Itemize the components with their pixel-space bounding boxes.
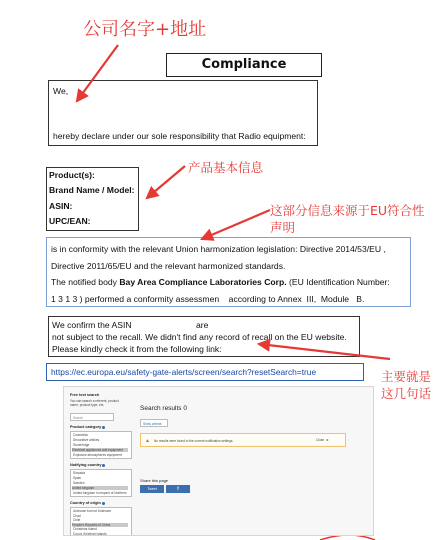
arrow-product — [147, 166, 185, 198]
origin-option[interactable]: Chad — [73, 513, 81, 518]
info-icon — [102, 502, 105, 505]
close-label: Close — [316, 438, 325, 442]
search-placeholder: Search — [73, 416, 84, 420]
conformity-line4: 1 3 1 3 ) performed a conformity assessmen according to Annex III, Module B. — [51, 294, 365, 304]
origin-option[interactable]: Christmas Island — [73, 527, 97, 531]
notifying-country-label — [70, 463, 105, 467]
twitter-icon: Tweet — [147, 487, 157, 491]
close-icon: ⊗ — [326, 438, 329, 442]
conformity-box — [46, 237, 411, 307]
product-option[interactable]: Decorative articles — [73, 438, 100, 442]
notifying-country-text: Notifying country — [70, 463, 102, 467]
brand-model-field: Brand Name / Model: — [49, 185, 135, 195]
country-option[interactable]: United kingdom in respect of Northern — [73, 491, 127, 495]
product-box — [46, 167, 139, 231]
company-box — [48, 80, 318, 146]
country-option[interactable]: Slovakia — [73, 471, 86, 475]
main-annotation-line1: 主要就是 — [381, 369, 432, 384]
country-option[interactable]: Spain — [73, 476, 82, 480]
product-category-list[interactable] — [70, 431, 132, 459]
country-of-origin-text: Country of origin — [70, 501, 101, 505]
origin-option[interactable]: Unknown but not Unknown — [73, 509, 112, 513]
link-box — [46, 363, 364, 381]
country-option[interactable]: Sweden — [73, 481, 85, 485]
share-label: Share this page — [140, 478, 169, 483]
recall-line2: not subject to the recall. We didn't find any record of recall on the EU website. — [52, 332, 347, 342]
show-criteria-button[interactable] — [140, 419, 168, 427]
results-title: Search results 0 — [140, 405, 187, 412]
country-of-origin-list[interactable] — [70, 507, 132, 536]
no-results-alert — [140, 433, 346, 447]
country-of-origin-label — [70, 501, 105, 505]
product-option[interactable]: Explosive atmospheres equipment — [73, 453, 122, 457]
conformity-line2: Directive 2011/65/EU and the relevant harmonized standards. — [51, 261, 286, 271]
show-criteria-label: Show criteria — [143, 422, 162, 426]
document-title: Compliance — [166, 53, 322, 77]
close-alert-button[interactable] — [316, 438, 329, 442]
notified-body-name: Bay Area Compliance Laboratories Corp. — [119, 277, 287, 287]
safety-gate-link[interactable]: https://ec.europa.eu/safety-gate-alerts/screen/search?resetSearch=true — [51, 367, 317, 377]
share-twitter-button[interactable] — [140, 485, 164, 493]
arrow-eu — [202, 210, 270, 239]
notifying-country-list[interactable] — [70, 469, 132, 497]
asin-field: ASIN: — [49, 201, 73, 211]
product-field: Product(s): — [49, 170, 95, 180]
eu-source-annotation-line1: 这部分信息来源于EU符合性 — [270, 203, 425, 218]
product-category-label — [70, 425, 105, 429]
safety-gate-screenshot — [63, 386, 374, 536]
we-label: We, — [53, 86, 69, 96]
search-input[interactable] — [70, 413, 114, 421]
product-info-annotation: 产品基本信息 — [188, 160, 264, 175]
company-annotation: 公司名字+地址 — [83, 19, 207, 40]
share-facebook-button[interactable] — [166, 485, 190, 493]
free-text-search-label: Free text search — [70, 393, 100, 397]
country-option-selected[interactable]: United kingdom — [72, 486, 128, 490]
conformity-line3-suffix: (EU Identification Number: — [286, 277, 390, 287]
product-category-text: Product category — [70, 425, 102, 429]
origin-option-selected[interactable]: People's Republic of China — [72, 523, 128, 527]
conformity-line3-prefix: The notified body — [51, 277, 120, 287]
main-annotation-line2: 这几句话 — [381, 386, 432, 401]
product-option[interactable]: Cosmetics — [73, 433, 88, 437]
product-option-selected[interactable]: Electrical appliances and equipment — [72, 448, 128, 452]
free-text-hint: You can search a referent, product name, product type, etc. — [70, 399, 119, 407]
recall-box — [48, 316, 360, 357]
product-option[interactable]: Stone/ridge — [73, 443, 90, 447]
info-icon — [102, 426, 105, 429]
conformity-line3 — [51, 277, 390, 287]
no-results-text: No results were found in the current notification settings. — [154, 439, 234, 443]
eu-source-annotation-line2: 声明 — [270, 220, 296, 235]
recall-line3: Please kindly check it from the following link: — [52, 344, 222, 354]
declaration-text: hereby declare under our sole responsibility that Radio equipment: — [53, 131, 306, 141]
upc-ean-field: UPC/EAN: — [49, 216, 91, 226]
recall-line1 — [52, 320, 208, 330]
recall-asin-label: We confirm the ASIN — [52, 320, 132, 330]
origin-option[interactable]: Chile — [73, 518, 81, 522]
info-icon — [102, 464, 105, 467]
facebook-icon: f — [177, 486, 179, 491]
conformity-line1: is in conformity with the relevant Union harmonization legislation: Directive 2014/53/EU , — [51, 244, 386, 254]
recall-are: are — [196, 320, 209, 330]
origin-option[interactable]: Cocos (Keeling) Islands — [73, 531, 107, 536]
warning-icon: ▲ — [145, 438, 150, 444]
